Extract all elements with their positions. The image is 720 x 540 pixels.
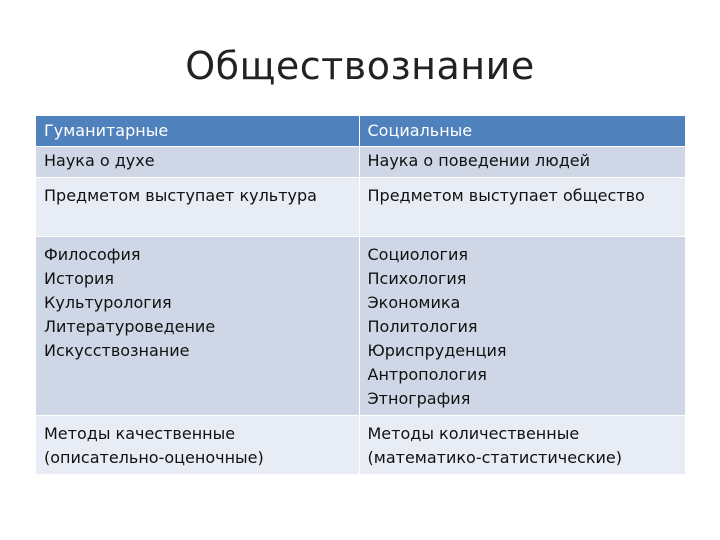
cell-line: Экономика <box>367 293 461 312</box>
table-row <box>36 178 685 237</box>
table-row <box>36 147 685 178</box>
cell-humanities-methods <box>36 416 359 475</box>
table-row <box>36 237 685 416</box>
cell-line: Социология <box>367 245 468 264</box>
cell-social-essence <box>359 147 685 178</box>
cell-humanities-disciplines <box>36 237 359 416</box>
comparison-table <box>36 116 685 475</box>
cell-line: Предметом выступает культура <box>44 186 317 205</box>
cell-line: Политология <box>367 317 478 336</box>
table-row <box>36 416 685 475</box>
table-header-row <box>36 116 685 147</box>
cell-line: Методы количественные <box>367 424 580 443</box>
cell-humanities-subject <box>36 178 359 237</box>
header-humanities: Гуманитарные <box>36 116 359 147</box>
cell-line: История <box>44 269 115 288</box>
cell-line: Культурология <box>44 293 172 312</box>
cell-line: Наука о поведении людей <box>367 151 591 170</box>
cell-line: Литературоведение <box>44 317 216 336</box>
cell-line: Искусствознание <box>44 341 190 360</box>
cell-social-methods <box>359 416 685 475</box>
cell-line: Предметом выступает общество <box>367 186 645 205</box>
cell-social-subject <box>359 178 685 237</box>
cell-line: Наука о духе <box>44 151 155 170</box>
cell-line: Этнография <box>367 389 471 408</box>
cell-social-disciplines <box>359 237 685 416</box>
cell-line: Методы качественные <box>44 424 236 443</box>
cell-line: (математико-статистические) <box>367 448 622 467</box>
cell-line: Психология <box>367 269 467 288</box>
cell-line: Юриспруденция <box>367 341 507 360</box>
header-social: Социальные <box>359 116 685 147</box>
slide-title: Обществознание <box>185 44 535 88</box>
cell-line: Философия <box>44 245 141 264</box>
cell-humanities-essence <box>36 147 359 178</box>
cell-line: Антропология <box>367 365 487 384</box>
cell-line: (описательно-оценочные) <box>44 448 264 467</box>
